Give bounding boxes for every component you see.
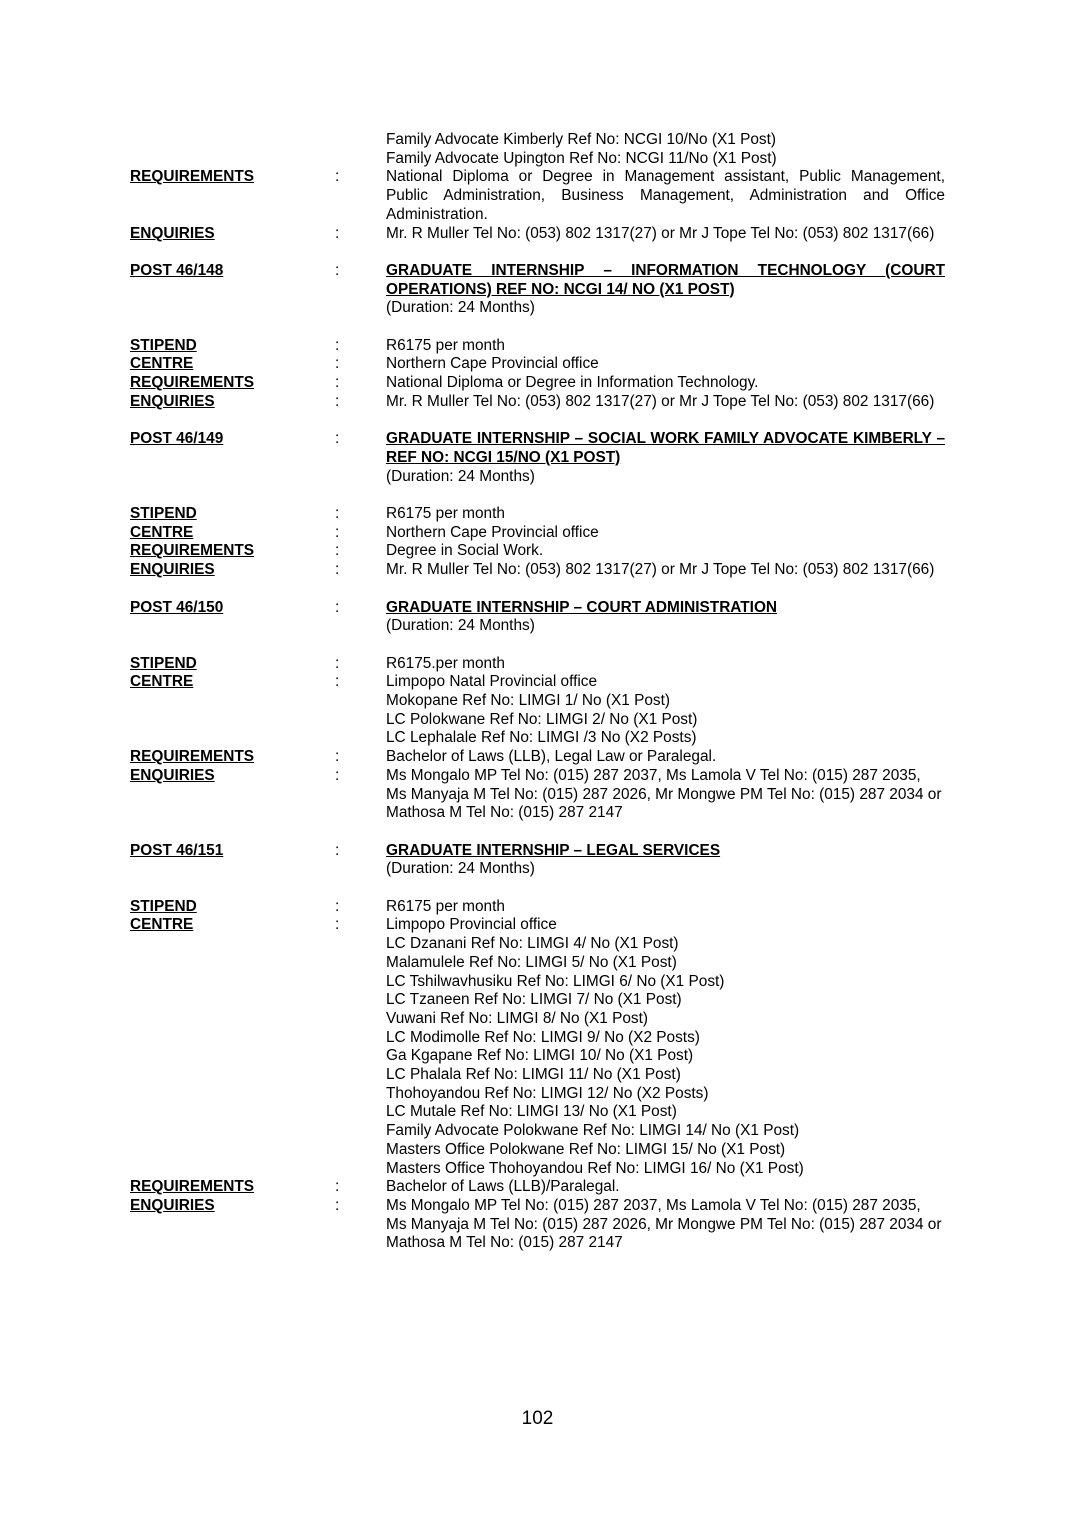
centre-row <box>130 673 945 748</box>
post-title: GRADUATE INTERNSHIP – INFORMATION TECHNOLOGY (COURT OPERATIONS) REF NO: NCGI 14/ NO (X1 POST) <box>386 261 945 298</box>
stipend-label: STIPEND <box>130 336 197 354</box>
stipend-value: R6175 per month <box>386 505 505 522</box>
centre-label: CENTRE <box>130 916 194 934</box>
post-duration: (Duration: 24 Months) <box>386 860 535 878</box>
separator-colon: : <box>335 374 340 392</box>
requirements-label: REQUIREMENTS <box>130 374 254 392</box>
separator-colon: : <box>335 392 340 410</box>
requirements-label: REQUIREMENTS <box>130 748 254 766</box>
centre-office-line: Thohoyandou Ref No: LIMGI 12/ No (X2 Posts) <box>386 1084 709 1102</box>
centre-row <box>130 524 945 543</box>
separator-colon: : <box>335 261 340 279</box>
enquiries-value: Mr. R Muller Tel No: (053) 802 1317(27) or Mr J Tope Tel No: (053) 802 1317(66) <box>386 224 935 242</box>
stipend-row <box>130 655 945 674</box>
enquiries-value: Mr. R Muller Tel No: (053) 802 1317(27) or Mr J Tope Tel No: (053) 802 1317(66) <box>386 561 935 579</box>
post-header-row <box>130 262 945 318</box>
post-label: POST 46/151 <box>130 841 224 859</box>
separator-colon: : <box>335 561 340 579</box>
stipend-value: R6175 per month <box>386 897 505 915</box>
separator-colon: : <box>335 654 340 672</box>
separator-colon: : <box>335 336 340 354</box>
enquiries-row <box>130 767 945 823</box>
separator-colon: : <box>335 748 340 766</box>
centre-office-line: Mokopane Ref No: LIMGI 1/ No (X1 Post) <box>386 692 670 709</box>
centre-label: CENTRE <box>130 523 194 541</box>
post-duration: (Duration: 24 Months) <box>386 299 535 317</box>
post-label: POST 46/148 <box>130 261 224 279</box>
centre-value: Northern Cape Provincial office <box>386 523 599 541</box>
stipend-row <box>130 505 945 524</box>
separator-colon: : <box>335 430 340 448</box>
post-header-row <box>130 430 945 486</box>
centre-value: Northern Cape Provincial office <box>386 355 599 373</box>
requirements-label: REQUIREMENTS <box>130 542 254 560</box>
separator-colon: : <box>335 523 340 541</box>
post-block <box>130 262 945 412</box>
separator-colon: : <box>335 598 340 616</box>
enquiries-row <box>130 225 945 244</box>
centre-label: CENTRE <box>130 673 194 691</box>
enquiries-row <box>130 561 945 580</box>
requirements-label: REQUIREMENTS <box>130 168 254 186</box>
centre-office-line: LC Mutale Ref No: LIMGI 13/ No (X1 Post) <box>386 1103 677 1121</box>
page-number: 102 <box>521 1408 554 1429</box>
separator-colon: : <box>335 224 340 242</box>
stipend-row <box>130 898 945 917</box>
enquiries-row <box>130 1197 945 1253</box>
enquiries-value: Ms Mongalo MP Tel No: (015) 287 2037, Ms Lamola V Tel No: (015) 287 2035, Ms Manyaja M Tel No: (015) 287 2026, Mr Mongwe PM Tel No: (015) 287 2034 or Mathosa M Tel No: (015) 287 2147 <box>386 766 942 822</box>
requirements-value: National Diploma or Degree in Information Technology. <box>386 374 759 392</box>
requirements-value: Bachelor of Laws (LLB), Legal Law or Paralegal. <box>386 748 717 766</box>
centre-office-line: LC Lephalale Ref No: LIMGI /3 No (X2 Posts) <box>386 729 697 747</box>
post-label: POST 46/149 <box>130 430 224 448</box>
post-title: GRADUATE INTERNSHIP – LEGAL SERVICES <box>386 841 721 859</box>
requirements-row <box>130 1178 945 1197</box>
centre-row <box>130 355 945 374</box>
centre-office-line: LC Tshilwavhusiku Ref No: LIMGI 6/ No (X1 Post) <box>386 972 725 990</box>
post-label: POST 46/150 <box>130 598 224 616</box>
centre-office-line: LC Tzaneen Ref No: LIMGI 7/ No (X1 Post) <box>386 991 682 1009</box>
enquiries-value: Mr. R Muller Tel No: (053) 802 1317(27) or Mr J Tope Tel No: (053) 802 1317(66) <box>386 392 935 410</box>
centre-office-line: LC Dzanani Ref No: LIMGI 4/ No (X1 Post) <box>386 935 679 953</box>
centre-office-line: Masters Office Thohoyandou Ref No: LIMGI 16/ No (X1 Post) <box>386 1159 804 1177</box>
centre-office-line: Ga Kgapane Ref No: LIMGI 10/ No (X1 Post) <box>386 1047 694 1065</box>
requirements-row <box>130 542 945 561</box>
stipend-label: STIPEND <box>130 897 197 915</box>
centre-office-line: LC Modimolle Ref No: LIMGI 9/ No (X2 Posts) <box>386 1028 700 1046</box>
stipend-row <box>130 337 945 356</box>
centre-office-line: LC Phalala Ref No: LIMGI 11/ No (X1 Post) <box>386 1066 681 1084</box>
stipend-value: R6175 per month <box>386 336 505 354</box>
centre-label: CENTRE <box>130 355 194 373</box>
post-block <box>130 842 945 1253</box>
centre-office-line: LC Polokwane Ref No: LIMGI 2/ No (X1 Post) <box>386 710 698 728</box>
enquiries-label: ENQUIRIES <box>130 766 215 784</box>
enquiries-label: ENQUIRIES <box>130 392 215 410</box>
requirements-value: National Diploma or Degree in Management assistant, Public Management, Public Administration, Business Management, Administration and Office Administration. <box>386 168 945 223</box>
separator-colon: : <box>335 897 340 915</box>
stipend-label: STIPEND <box>130 505 197 522</box>
post-title: GRADUATE INTERNSHIP – SOCIAL WORK FAMILY ADVOCATE KIMBERLY – REF NO: NCGI 15/NO (X1 POST) <box>386 430 945 466</box>
enquiries-value: Ms Mongalo MP Tel No: (015) 287 2037, Ms Lamola V Tel No: (015) 287 2035, Ms Manyaja M Tel No: (015) 287 2026, Mr Mongwe PM Tel No: (015) 287 2034 or Mathosa M Tel No: (015) 287 2147 <box>386 1196 942 1252</box>
separator-colon: : <box>335 673 340 691</box>
enquiries-label: ENQUIRIES <box>130 224 215 242</box>
separator-colon: : <box>335 841 340 859</box>
enquiries-label: ENQUIRIES <box>130 1196 215 1214</box>
centre-office-line: Masters Office Polokwane Ref No: LIMGI 15/ No (X1 Post) <box>386 1140 786 1158</box>
stipend-label: STIPEND <box>130 654 197 672</box>
intro-line: Family Advocate Upington Ref No: NCGI 11/No (X1 Post) <box>386 149 777 167</box>
requirements-row <box>130 374 945 393</box>
enquiries-label: ENQUIRIES <box>130 561 215 579</box>
post-header-row <box>130 842 945 879</box>
post-block <box>130 599 945 823</box>
centre-value: Limpopo Natal Provincial office <box>386 673 598 691</box>
post-title: GRADUATE INTERNSHIP – COURT ADMINISTRATION <box>386 598 778 616</box>
post-duration: (Duration: 24 Months) <box>386 617 535 635</box>
separator-colon: : <box>335 916 340 934</box>
requirements-value: Degree in Social Work. <box>386 542 544 560</box>
post-block <box>130 430 945 580</box>
requirements-row <box>130 168 945 224</box>
stipend-value: R6175.per month <box>386 654 505 672</box>
post-header-row <box>130 599 945 636</box>
requirements-row <box>130 748 945 767</box>
separator-colon: : <box>335 355 340 373</box>
separator-colon: : <box>335 168 340 186</box>
separator-colon: : <box>335 1178 340 1196</box>
separator-colon: : <box>335 766 340 784</box>
separator-colon: : <box>335 1196 340 1214</box>
centre-office-line: Family Advocate Polokwane Ref No: LIMGI 14/ No (X1 Post) <box>386 1122 800 1140</box>
centre-row <box>130 916 945 1178</box>
separator-colon: : <box>335 505 340 522</box>
separator-colon: : <box>335 542 340 560</box>
centre-value: Limpopo Provincial office <box>386 916 557 934</box>
centre-office-line: Vuwani Ref No: LIMGI 8/ No (X1 Post) <box>386 1009 649 1027</box>
enquiries-row <box>130 393 945 412</box>
intro-line: Family Advocate Kimberly Ref No: NCGI 10/No (X1 Post) <box>386 131 777 148</box>
centre-office-line: Malamulele Ref No: LIMGI 5/ No (X1 Post) <box>386 953 677 971</box>
intro-centre-continuation <box>130 131 945 168</box>
requirements-value: Bachelor of Laws (LLB)/Paralegal. <box>386 1178 620 1196</box>
post-duration: (Duration: 24 Months) <box>386 467 535 485</box>
requirements-label: REQUIREMENTS <box>130 1178 254 1196</box>
document-body <box>130 131 945 1253</box>
